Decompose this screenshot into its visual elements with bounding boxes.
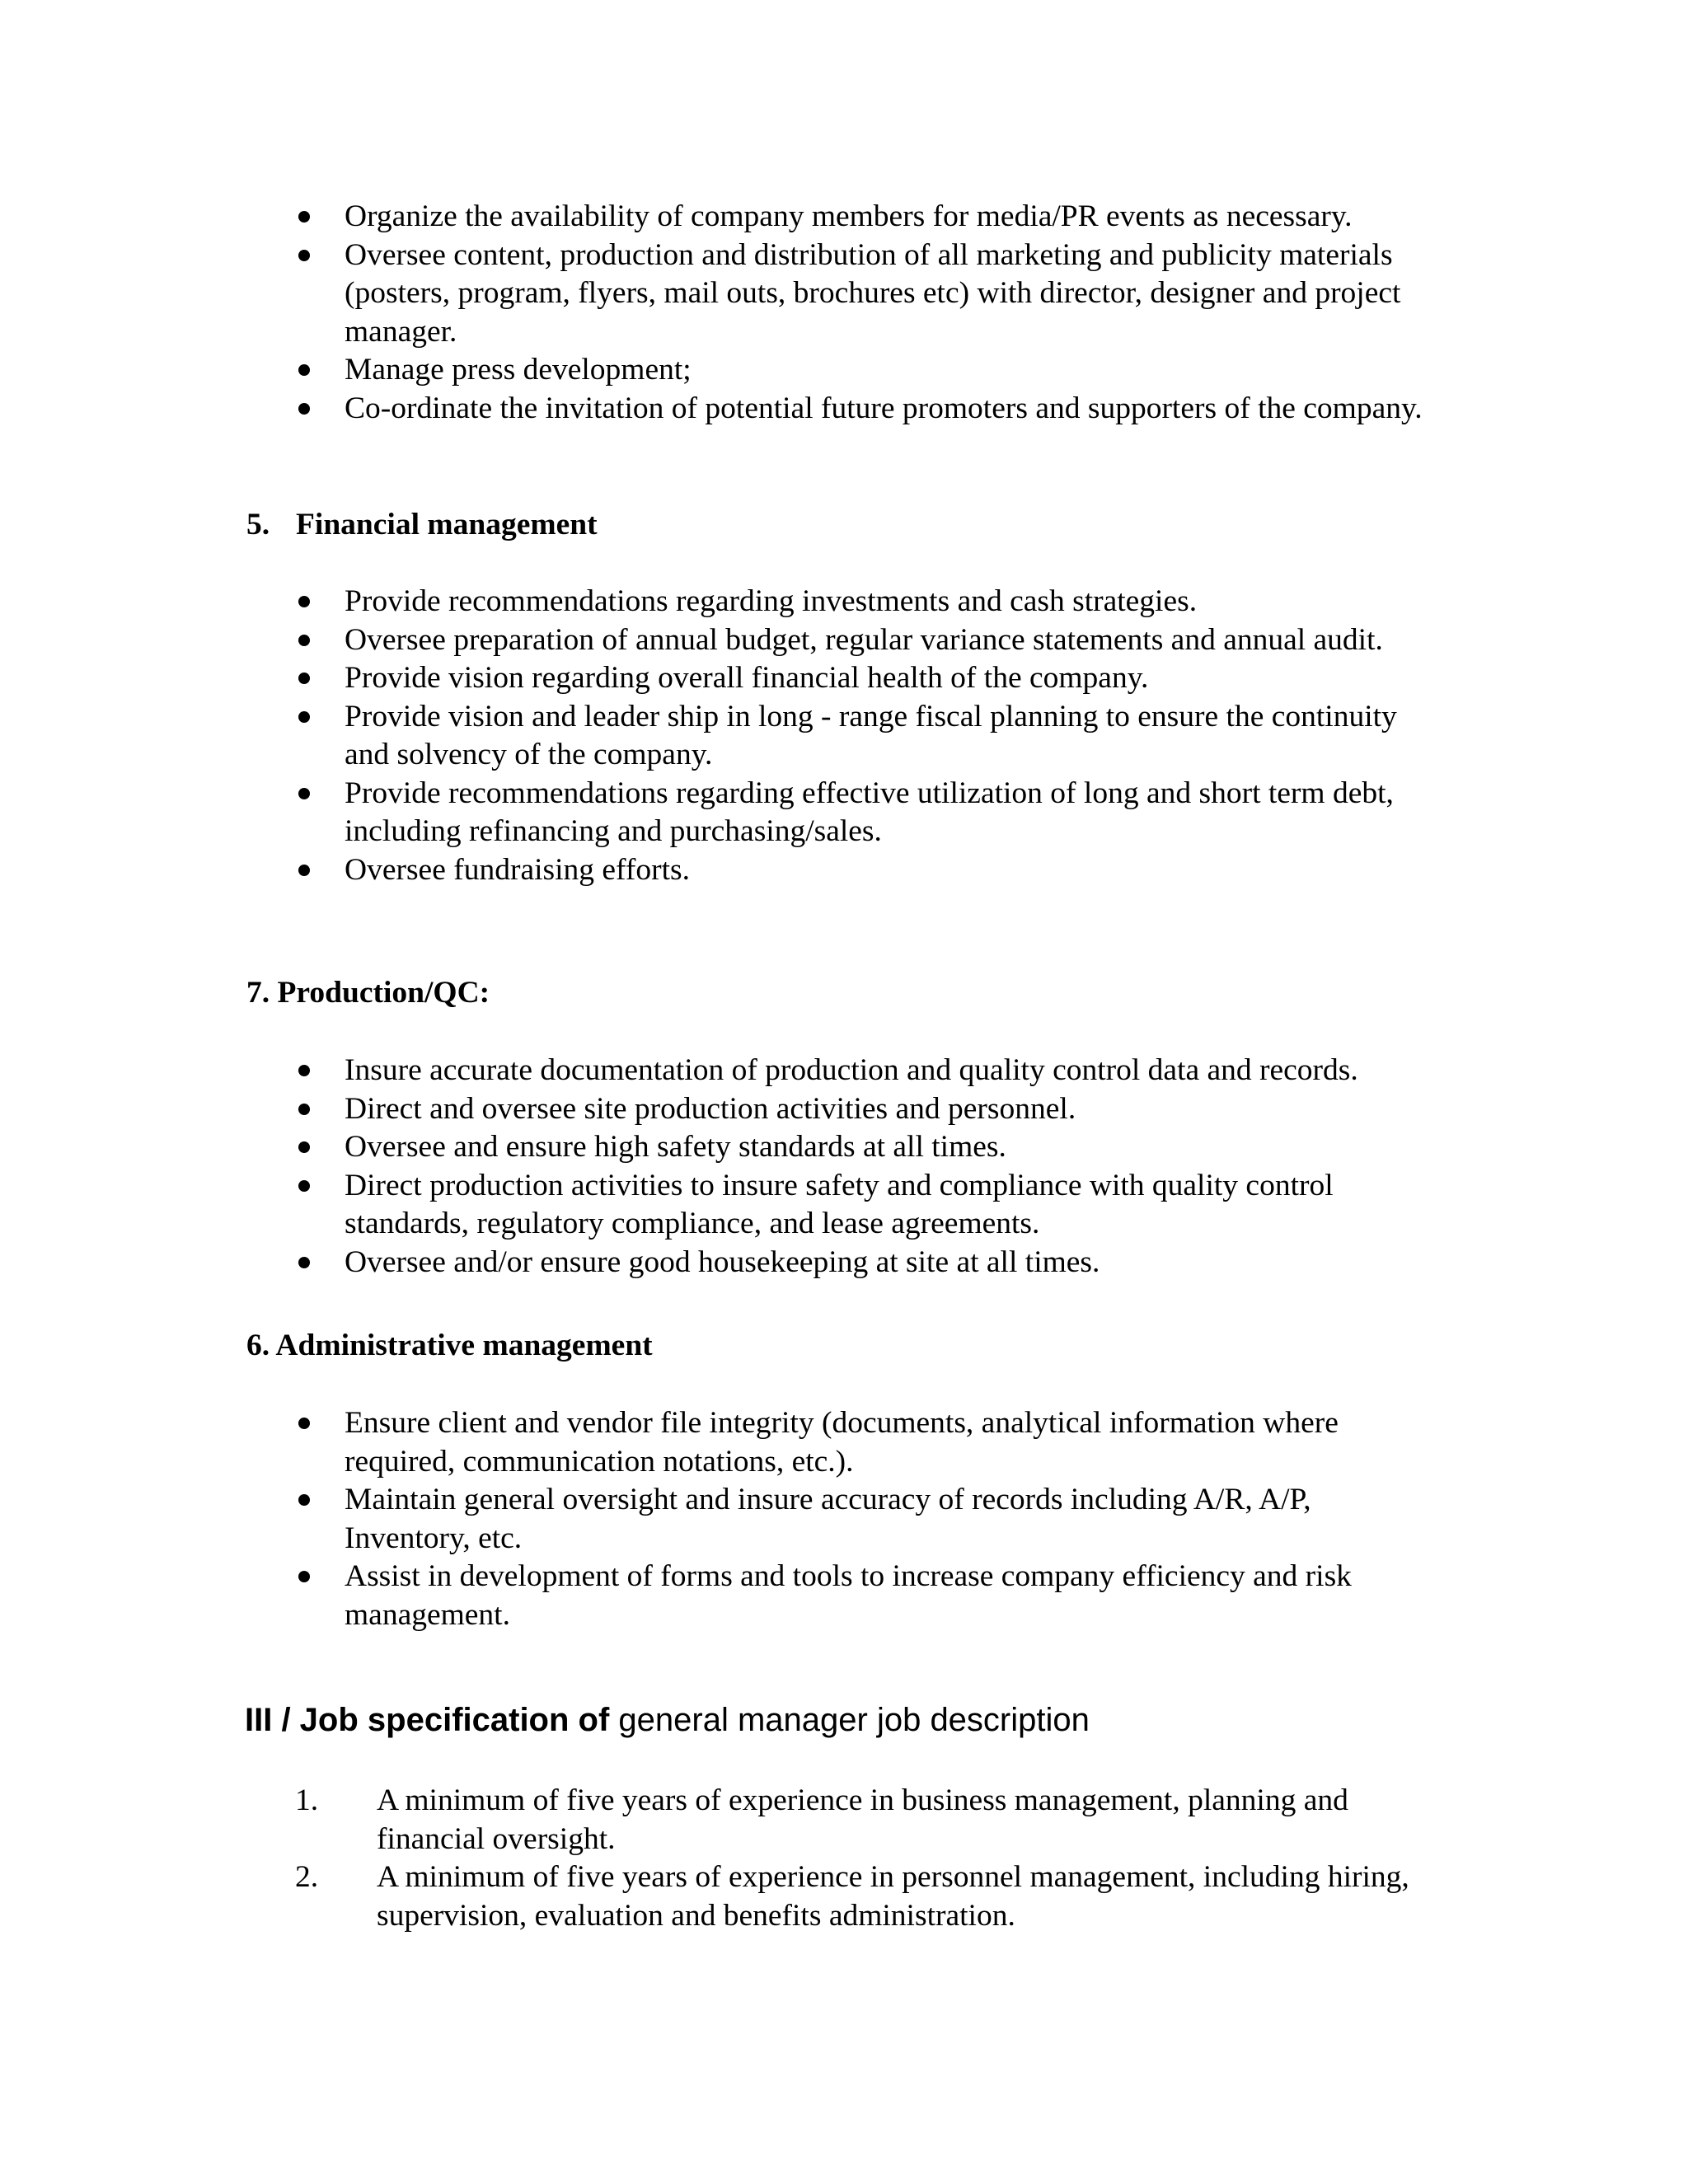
list-item: Maintain general oversight and insure accuracy of records including A/R, A/P, Inventory, etc. (0, 1481, 1688, 1558)
production-bullet-list (0, 1052, 1688, 1282)
list-item: Provide vision and leader ship in long - range fiscal planning to ensure the continuity and solvency of the company. (0, 698, 1688, 775)
list-item: Provide recommendations regarding investments and cash strategies. (0, 583, 1688, 621)
heading-bold-part: III / Job specification of (245, 1702, 610, 1738)
bullet-icon (298, 1180, 310, 1192)
bullet-icon (298, 403, 310, 415)
administrative-bullet-list (0, 1404, 1688, 1634)
financial-bullet-list (0, 583, 1688, 889)
bullet-icon (298, 635, 310, 646)
section-heading-administrative: 6. Administrative management (246, 1329, 653, 1362)
list-item: Oversee and ensure high safety standards at all times. (0, 1128, 1688, 1167)
bullet-icon (298, 1418, 310, 1429)
list-item: Insure accurate documentation of production and quality control data and records. (0, 1052, 1688, 1090)
bullet-icon (298, 1141, 310, 1153)
bullet-icon (298, 211, 310, 223)
bullet-icon (298, 364, 310, 376)
list-item: Oversee and/or ensure good housekeeping at site at all times. (0, 1244, 1688, 1282)
list-item: Ensure client and vendor file integrity (documents, analytical information where required, communication notations, etc.). (0, 1404, 1688, 1481)
list-item: Oversee fundraising efforts. (0, 851, 1688, 890)
list-item: 2. A minimum of five years of experience in personnel management, including hiring, supervision, evaluation and benefits administration. (295, 1860, 1409, 1933)
bullet-icon (298, 1257, 310, 1268)
bullet-icon (298, 1571, 310, 1582)
heading-regular-part: general manager job description (609, 1702, 1090, 1738)
list-item: Oversee content, production and distribution of all marketing and publicity materials (posters, program, flyers, mail outs, brochures etc) with director, designer and project manager. (0, 237, 1688, 352)
list-item: Organize the availability of company members for media/PR events as necessary. (0, 198, 1688, 237)
list-item: Direct production activities to insure safety and compliance with quality control standards, regulatory compliance, and lease agreements. (0, 1167, 1688, 1244)
list-item: Manage press development; (0, 351, 1688, 390)
item-number: 1. (295, 1783, 319, 1817)
section-title: Financial management (296, 508, 598, 541)
bullet-icon (298, 596, 310, 607)
bullet-icon (298, 865, 310, 876)
bullet-icon (298, 250, 310, 261)
job-specification-heading (245, 1698, 1090, 1742)
marketing-bullet-list (0, 198, 1688, 428)
list-item: 1. A minimum of five years of experience in business management, planning and financial oversight. (295, 1783, 1348, 1856)
job-spec-numbered-list (0, 1782, 1688, 1935)
list-item: Assist in development of forms and tools to increase company efficiency and risk management. (0, 1558, 1688, 1634)
list-item: Direct and oversee site production activities and personnel. (0, 1090, 1688, 1129)
section-number: 5. (246, 508, 270, 541)
list-item: Provide vision regarding overall financial health of the company. (0, 659, 1688, 698)
bullet-icon (298, 673, 310, 684)
bullet-icon (298, 1104, 310, 1115)
list-item: Co-ordinate the invitation of potential future promoters and supporters of the company. (0, 390, 1688, 429)
list-item: Provide recommendations regarding effective utilization of long and short term debt, including refinancing and purchasing/sales. (0, 775, 1688, 851)
bullet-icon (298, 1065, 310, 1076)
list-item: Oversee preparation of annual budget, regular variance statements and annual audit. (0, 621, 1688, 660)
item-number: 2. (295, 1860, 319, 1894)
section-heading-financial (246, 506, 598, 545)
section-heading-production: 7. Production/QC: (246, 976, 490, 1010)
bullet-icon (298, 788, 310, 799)
bullet-icon (298, 1494, 310, 1506)
bullet-icon (298, 711, 310, 723)
